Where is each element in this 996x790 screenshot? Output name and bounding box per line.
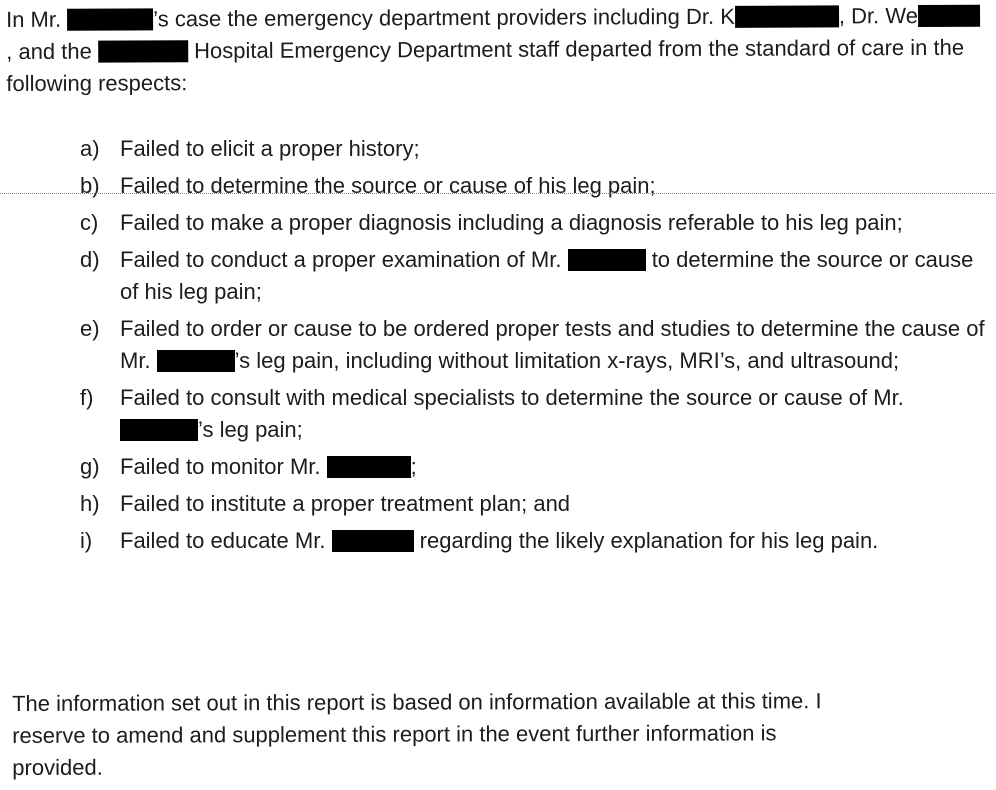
closing-line: reserve to amend and supplement this report in the event further information is bbox=[12, 720, 777, 748]
redaction-block bbox=[918, 5, 980, 27]
list-item-text-part: Failed to conduct a proper examination of Mr. bbox=[120, 247, 568, 272]
list-marker: d) bbox=[80, 247, 100, 272]
intro-paragraph bbox=[6, 0, 981, 100]
list-item bbox=[80, 207, 985, 239]
redaction-block bbox=[568, 249, 646, 271]
list-item-text bbox=[120, 170, 985, 202]
dotted-scan-line bbox=[0, 193, 996, 194]
intro-text: , and the bbox=[6, 38, 99, 64]
list-item bbox=[80, 313, 985, 377]
list-item bbox=[80, 244, 985, 308]
closing-line: The information set out in this report is based on information available at this time. I bbox=[12, 688, 822, 716]
list-item-text bbox=[120, 382, 985, 446]
redaction-block bbox=[332, 530, 414, 552]
list-item-text bbox=[120, 313, 985, 377]
list-item-text-part: regarding the likely explanation for his leg pain. bbox=[413, 528, 879, 553]
list-item-text bbox=[120, 133, 985, 165]
list-item bbox=[80, 525, 985, 557]
redaction-block bbox=[157, 350, 235, 372]
list-marker: f) bbox=[80, 385, 94, 410]
deviation-list bbox=[80, 133, 985, 562]
list-item bbox=[80, 451, 985, 483]
list-item-text-part: Failed to determine the source or cause of his leg pain; bbox=[120, 173, 656, 198]
list-item bbox=[80, 382, 985, 446]
list-item-text-part: Failed to institute a proper treatment plan; and bbox=[120, 491, 571, 516]
list-marker: e) bbox=[80, 316, 100, 341]
list-marker: c) bbox=[80, 210, 99, 235]
list-marker: h) bbox=[80, 491, 100, 516]
intro-text: ’s case the emergency department providers including Dr. K bbox=[153, 3, 735, 32]
list-item-text-part: to determine the source or cause of his leg pain; bbox=[120, 247, 974, 304]
list-marker: i) bbox=[80, 528, 93, 553]
list-item-text bbox=[120, 451, 985, 483]
list-item bbox=[80, 488, 985, 520]
redaction-block bbox=[67, 8, 153, 30]
list-marker: a) bbox=[80, 136, 100, 161]
list-item-text-part: ’s leg pain; bbox=[198, 417, 303, 442]
list-marker: b) bbox=[80, 173, 100, 198]
list-item-text-part: ; bbox=[410, 454, 417, 479]
redaction-block bbox=[120, 419, 198, 441]
closing-line: provided. bbox=[12, 754, 103, 780]
intro-text: Hospital Emergency Department staff departed from the standard of care in the following respects: bbox=[6, 34, 965, 96]
redaction-block bbox=[98, 40, 188, 62]
list-item-text bbox=[120, 207, 985, 239]
list-item-text-part: Failed to monitor Mr. bbox=[120, 454, 327, 479]
intro-text: In Mr. bbox=[6, 6, 68, 32]
list-item-text-part: Failed to order or cause to be ordered proper tests and studies to determine the cause of Mr. bbox=[120, 316, 985, 373]
list-item-text-part: Failed to elicit a proper history; bbox=[120, 136, 420, 161]
list-item-text bbox=[120, 525, 985, 557]
list-item-text bbox=[120, 488, 985, 520]
list-item-text-part: Failed to make a proper diagnosis including a diagnosis referable to his leg pain; bbox=[120, 210, 903, 235]
list-marker: g) bbox=[80, 454, 100, 479]
list-item-text bbox=[120, 244, 985, 308]
list-item-text-part: Failed to educate Mr. bbox=[120, 528, 332, 553]
redaction-block bbox=[735, 5, 839, 27]
list-item bbox=[80, 133, 985, 165]
list-item bbox=[80, 170, 985, 202]
list-item-text-part: Failed to consult with medical specialists to determine the source or cause of Mr. bbox=[120, 385, 904, 410]
intro-text: , Dr. We bbox=[838, 3, 918, 29]
redaction-block bbox=[327, 456, 411, 478]
list-item-text-part: ’s leg pain, including without limitation x-rays, MRI’s, and ultrasound; bbox=[234, 348, 900, 373]
closing-paragraph bbox=[12, 685, 972, 784]
